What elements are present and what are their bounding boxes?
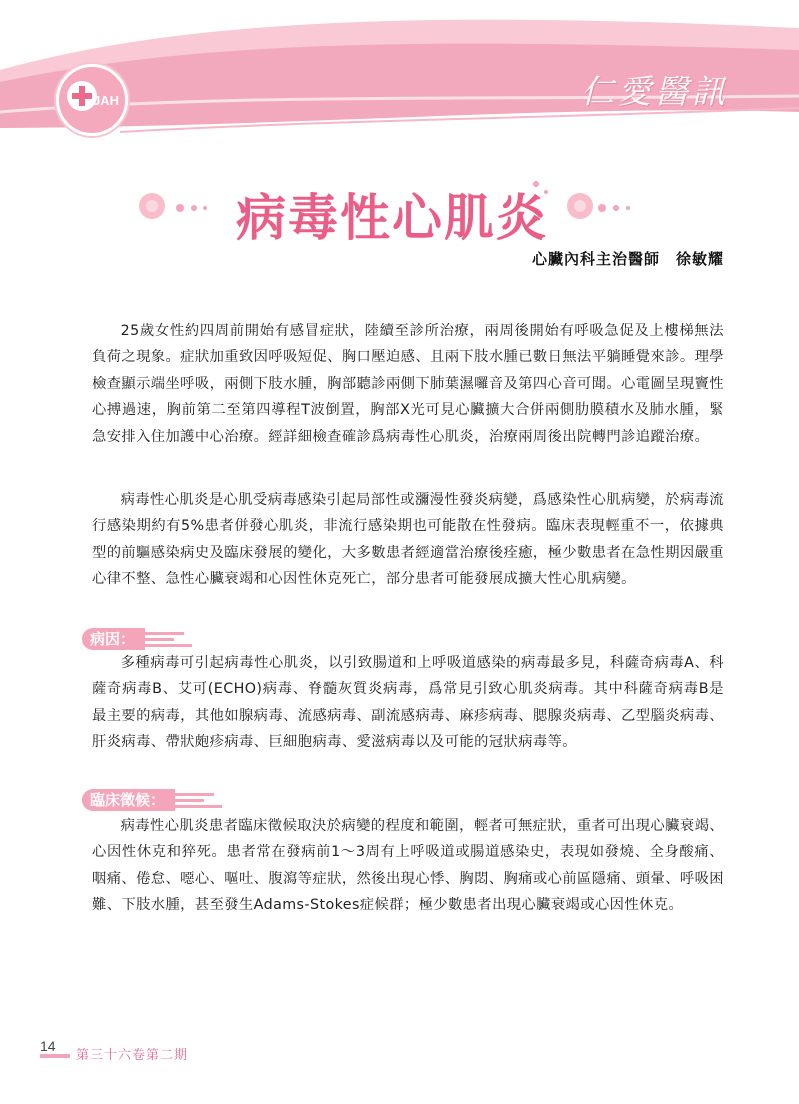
hospital-logo bbox=[56, 64, 128, 136]
symptoms-paragraph: 病毒性心肌炎患者臨床徵候取決於病變的程度和範圍，輕者可無症狀，重者可出現心臟衰竭、心因性休克和猝死。患者常在發病前1～3周有上呼吸道或腸道感染史，表現如發燒、全身酸痛、咽痛、倦怠、噁心、嘔吐、腹瀉等症狀，然後出現心悸、胸悶、胸痛或心前區隱痛、頭暈、呼吸困難、下肢水腫，甚至發生Adams-Stokes症候群；極少數患者出現心臟衰竭或心因性休克。 bbox=[92, 818, 724, 914]
page-number: 14 bbox=[40, 1038, 56, 1054]
author-byline: 心臟內科主治醫師 徐敏耀 bbox=[531, 250, 724, 268]
case-paragraph: 25歲女性約四周前開始有感冒症狀，陸續至診所治療，兩周後開始有呼吸急促及上樓梯無法負荷之現象。症狀加重致因呼吸短促、胸口壓迫感、且兩下肢水腫已數日無法平躺睡覺來診。理學檢查顯示端坐呼吸，兩側下肢水腫，胸部聽診兩側下肺葉濕囉音及第四心音可聞。心電圖呈現竇性心搏過速，胸前第二至第四導程T波倒置，胸部X光可見心臟擴大合併兩側肋膜積水及肺水腫，緊急安排入住加護中心治療。經詳細檢查確診爲病毒性心肌炎，治療兩周後出院轉門診追蹤治療。 bbox=[92, 323, 724, 445]
footer-rule bbox=[40, 1054, 70, 1058]
cause-paragraph: 多種病毒可引起病毒性心肌炎，以引致腸道和上呼吸道感染的病毒最多見，科薩奇病毒A、科薩奇病毒B、艾可(ECHO)病毒、脊髓灰質炎病毒，爲常見引致心肌炎病毒。其中科薩奇病毒B是最主要的病毒，其他如腺病毒、流感病毒、副流感病毒、麻疹病毒、腮腺炎病毒、乙型腦炎病毒、肝炎病毒、帶狀皰疹病毒、巨細胞病毒、愛滋病毒以及可能的冠狀病毒等。 bbox=[92, 655, 724, 751]
magazine-title: 仁愛醫訊 bbox=[581, 72, 729, 111]
issue-label: 第三十六卷第二期 bbox=[76, 1048, 189, 1063]
section-label-symptoms-text: 臨床徵候： bbox=[82, 789, 175, 811]
page-footer bbox=[40, 1036, 189, 1063]
intro-paragraph: 病毒性心肌炎是心肌受病毒感染引起局部性或瀰漫性發炎病變，爲感染性心肌病變，於病毒流行感染期約有5%患者併發心肌炎，非流行感染期也可能散在性發病。臨床表現輕重不一，依據典型的前驅感染病史及臨床發展的變化，大多數患者經適當治療後痊癒，極少數患者在急性期因嚴重心律不整、急性心臟衰竭和心因性休克死亡，部分患者可能發展成擴大性心肌病變。 bbox=[92, 492, 724, 588]
section-ribbon-icon bbox=[174, 789, 234, 811]
section-ribbon-icon bbox=[144, 628, 204, 650]
section-label-symptoms bbox=[82, 789, 175, 811]
logo-text: JAH bbox=[93, 93, 120, 108]
article-title: 病毒性心肌炎 bbox=[236, 189, 548, 247]
section-label-cause-text: 病因： bbox=[82, 628, 145, 650]
section-label-cause bbox=[82, 628, 145, 650]
